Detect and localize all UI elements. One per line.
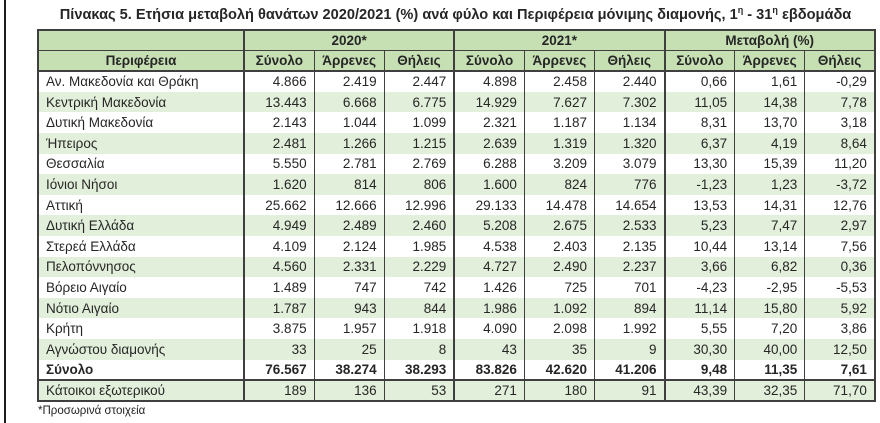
value-cell: 25 <box>314 339 384 360</box>
value-cell: 29.133 <box>454 195 524 216</box>
value-cell: 13,30 <box>665 154 735 175</box>
title-text: εβδομάδα <box>777 7 852 23</box>
value-cell: 2,97 <box>805 215 875 236</box>
value-cell: 0,36 <box>805 257 875 278</box>
value-cell: 12,50 <box>805 339 875 360</box>
value-cell: 13.443 <box>244 92 314 113</box>
region-name: Κεντρική Μακεδονία <box>38 92 244 113</box>
value-cell: 844 <box>384 298 454 319</box>
value-cell: 2.419 <box>314 71 384 92</box>
value-cell: 2.481 <box>244 133 314 154</box>
value-cell: 725 <box>524 277 594 298</box>
column-header-region: Περιφέρεια <box>38 51 244 72</box>
value-cell: 1.266 <box>314 133 384 154</box>
value-cell: 14,31 <box>735 195 805 216</box>
value-cell: 6,37 <box>665 133 735 154</box>
region-name: Αν. Μακεδονία και Θράκη <box>38 71 244 92</box>
region-row <box>38 215 875 236</box>
value-cell: 8 <box>384 339 454 360</box>
value-cell: 14,38 <box>735 92 805 113</box>
value-cell: 5,55 <box>665 318 735 339</box>
value-cell: 14.478 <box>524 195 594 216</box>
value-cell: 33 <box>244 339 314 360</box>
region-name: Ήπειρος <box>38 133 244 154</box>
title-text: - 31 <box>743 7 773 23</box>
value-cell: 2.403 <box>524 236 594 257</box>
value-cell: 30,30 <box>665 339 735 360</box>
value-cell: 894 <box>594 298 664 319</box>
value-cell: 2.489 <box>314 215 384 236</box>
value-cell: 1.187 <box>524 112 594 133</box>
value-cell: 2.237 <box>594 257 664 278</box>
value-cell: 41.206 <box>594 360 664 381</box>
total-row <box>38 360 875 381</box>
column-header: Σύνολο <box>454 51 524 72</box>
value-cell: 15,39 <box>735 154 805 175</box>
value-cell: 180 <box>524 380 594 401</box>
value-cell: 2.321 <box>454 112 524 133</box>
external-residents-row <box>38 380 875 401</box>
region-row <box>38 71 875 92</box>
value-cell: 4.727 <box>454 257 524 278</box>
region-row <box>38 298 875 319</box>
region-name: Πελοπόννησος <box>38 257 244 278</box>
region-row <box>38 236 875 257</box>
column-header: Άρρενες <box>524 51 594 72</box>
value-cell: 9 <box>594 339 664 360</box>
value-cell: 11,35 <box>735 360 805 381</box>
region-name: Κάτοικοι εξωτερικού <box>38 380 244 401</box>
region-name: Σύνολο <box>38 360 244 381</box>
value-cell: 2.143 <box>244 112 314 133</box>
group-header-row <box>38 30 875 51</box>
group-header-2020: 2020* <box>244 30 454 51</box>
value-cell: 32,35 <box>735 380 805 401</box>
value-cell: 1.215 <box>384 133 454 154</box>
value-cell: 5.208 <box>454 215 524 236</box>
value-cell: 1.992 <box>594 318 664 339</box>
region-row <box>38 195 875 216</box>
value-cell: 8,31 <box>665 112 735 133</box>
column-header: Σύνολο <box>665 51 735 72</box>
value-cell: 4.866 <box>244 71 314 92</box>
value-cell: 742 <box>384 277 454 298</box>
column-header: Θήλεις <box>384 51 454 72</box>
value-cell: -0,29 <box>805 71 875 92</box>
value-cell: 814 <box>314 174 384 195</box>
value-cell: 6,82 <box>735 257 805 278</box>
value-cell: 4,19 <box>735 133 805 154</box>
blank-corner-cell <box>38 30 244 51</box>
value-cell: 1.918 <box>384 318 454 339</box>
value-cell: 1,61 <box>735 71 805 92</box>
group-header-2021: 2021* <box>454 30 664 51</box>
value-cell: 4.109 <box>244 236 314 257</box>
value-cell: 2.533 <box>594 215 664 236</box>
value-cell: 11,14 <box>665 298 735 319</box>
group-header-change: Μεταβολή (%) <box>665 30 875 51</box>
value-cell: 11,05 <box>665 92 735 113</box>
region-name: Θεσσαλία <box>38 154 244 175</box>
value-cell: 35 <box>524 339 594 360</box>
value-cell: -1,23 <box>665 174 735 195</box>
value-cell: -5,53 <box>805 277 875 298</box>
region-row <box>38 339 875 360</box>
value-cell: 2.460 <box>384 215 454 236</box>
value-cell: -4,23 <box>665 277 735 298</box>
value-cell: 9,48 <box>665 360 735 381</box>
value-cell: 71,70 <box>805 380 875 401</box>
value-cell: 2.135 <box>594 236 664 257</box>
value-cell: 7.302 <box>594 92 664 113</box>
value-cell: 7,56 <box>805 236 875 257</box>
region-row <box>38 277 875 298</box>
region-row <box>38 133 875 154</box>
value-cell: 1.320 <box>594 133 664 154</box>
value-cell: 38.274 <box>314 360 384 381</box>
value-cell: 7,78 <box>805 92 875 113</box>
value-cell: 2.769 <box>384 154 454 175</box>
page-content <box>37 4 874 417</box>
page-edge-line <box>4 0 6 423</box>
region-name: Στερεά Ελλάδα <box>38 236 244 257</box>
value-cell: 1.787 <box>244 298 314 319</box>
value-cell: 1.319 <box>524 133 594 154</box>
value-cell: 3.079 <box>594 154 664 175</box>
value-cell: 747 <box>314 277 384 298</box>
value-cell: 776 <box>594 174 664 195</box>
value-cell: 42.620 <box>524 360 594 381</box>
value-cell: 2.781 <box>314 154 384 175</box>
region-row <box>38 154 875 175</box>
column-header-row <box>38 51 875 72</box>
value-cell: 12.666 <box>314 195 384 216</box>
value-cell: 5,23 <box>665 215 735 236</box>
value-cell: 136 <box>314 380 384 401</box>
value-cell: 15,80 <box>735 298 805 319</box>
mortality-by-region-table <box>37 29 876 402</box>
value-cell: 3.875 <box>244 318 314 339</box>
value-cell: 1.426 <box>454 277 524 298</box>
value-cell: 806 <box>384 174 454 195</box>
value-cell: 824 <box>524 174 594 195</box>
value-cell: 10,44 <box>665 236 735 257</box>
value-cell: 43,39 <box>665 380 735 401</box>
value-cell: 6.668 <box>314 92 384 113</box>
value-cell: 76.567 <box>244 360 314 381</box>
title-superscript: η <box>772 5 778 16</box>
region-row <box>38 257 875 278</box>
value-cell: 1.489 <box>244 277 314 298</box>
table-title <box>37 4 874 29</box>
value-cell: 1.985 <box>384 236 454 257</box>
value-cell: 13,53 <box>665 195 735 216</box>
value-cell: 2.458 <box>524 71 594 92</box>
value-cell: 14.929 <box>454 92 524 113</box>
value-cell: 1.092 <box>524 298 594 319</box>
value-cell: 4.949 <box>244 215 314 236</box>
value-cell: 2.098 <box>524 318 594 339</box>
value-cell: 4.560 <box>244 257 314 278</box>
value-cell: 4.538 <box>454 236 524 257</box>
value-cell: 6.775 <box>384 92 454 113</box>
value-cell: 5,92 <box>805 298 875 319</box>
value-cell: 7,47 <box>735 215 805 236</box>
value-cell: 2.490 <box>524 257 594 278</box>
value-cell: 2.124 <box>314 236 384 257</box>
region-name: Αττική <box>38 195 244 216</box>
footnote: *Προσωρινά στοιχεία <box>38 404 146 417</box>
value-cell: 2.639 <box>454 133 524 154</box>
value-cell: 1.620 <box>244 174 314 195</box>
value-cell: 5.550 <box>244 154 314 175</box>
value-cell: 11,20 <box>805 154 875 175</box>
value-cell: 1,23 <box>735 174 805 195</box>
value-cell: 2.440 <box>594 71 664 92</box>
value-cell: 2.331 <box>314 257 384 278</box>
value-cell: 1.044 <box>314 112 384 133</box>
value-cell: 2.229 <box>384 257 454 278</box>
value-cell: 83.826 <box>454 360 524 381</box>
value-cell: 13,14 <box>735 236 805 257</box>
value-cell: 25.662 <box>244 195 314 216</box>
value-cell: 1.600 <box>454 174 524 195</box>
region-name: Αγνώστου διαμονής <box>38 339 244 360</box>
value-cell: 14.654 <box>594 195 664 216</box>
value-cell: 91 <box>594 380 664 401</box>
value-cell: 40,00 <box>735 339 805 360</box>
value-cell: -3,72 <box>805 174 875 195</box>
region-name: Δυτική Ελλάδα <box>38 215 244 236</box>
value-cell: 12,76 <box>805 195 875 216</box>
region-row <box>38 92 875 113</box>
value-cell: 943 <box>314 298 384 319</box>
value-cell: 189 <box>244 380 314 401</box>
region-name: Νότιο Αιγαίο <box>38 298 244 319</box>
region-row <box>38 318 875 339</box>
value-cell: 3,66 <box>665 257 735 278</box>
region-row <box>38 174 875 195</box>
value-cell: 3.209 <box>524 154 594 175</box>
title-text: Πίνακας 5. Ετήσια μεταβολή θανάτων 2020/2021 (%) ανά φύλο και Περιφέρεια μόνιμης διαμονής, 1 <box>59 7 738 23</box>
value-cell: 12.996 <box>384 195 454 216</box>
value-cell: 6.288 <box>454 154 524 175</box>
column-header: Άρρενες <box>735 51 805 72</box>
value-cell: 4.090 <box>454 318 524 339</box>
value-cell: 43 <box>454 339 524 360</box>
value-cell: 38.293 <box>384 360 454 381</box>
value-cell: 3,18 <box>805 112 875 133</box>
value-cell: 13,70 <box>735 112 805 133</box>
value-cell: 0,66 <box>665 71 735 92</box>
value-cell: 701 <box>594 277 664 298</box>
value-cell: 1.099 <box>384 112 454 133</box>
region-name: Δυτική Μακεδονία <box>38 112 244 133</box>
value-cell: 1.986 <box>454 298 524 319</box>
column-header: Θήλεις <box>805 51 875 72</box>
value-cell: 3,86 <box>805 318 875 339</box>
region-name: Κρήτη <box>38 318 244 339</box>
value-cell: 1.134 <box>594 112 664 133</box>
title-superscript: η <box>737 5 744 16</box>
value-cell: 4.898 <box>454 71 524 92</box>
value-cell: 1.957 <box>314 318 384 339</box>
value-cell: 7,61 <box>805 360 875 381</box>
region-name: Βόρειο Αιγαίο <box>38 277 244 298</box>
value-cell: -2,95 <box>735 277 805 298</box>
column-header: Θήλεις <box>594 51 664 72</box>
value-cell: 2.447 <box>384 71 454 92</box>
region-row <box>38 112 875 133</box>
region-name: Ιόνιοι Νήσοι <box>38 174 244 195</box>
value-cell: 271 <box>454 380 524 401</box>
value-cell: 7.627 <box>524 92 594 113</box>
value-cell: 53 <box>384 380 454 401</box>
column-header: Σύνολο <box>244 51 314 72</box>
column-header: Άρρενες <box>314 51 384 72</box>
value-cell: 7,20 <box>735 318 805 339</box>
value-cell: 2.675 <box>524 215 594 236</box>
value-cell: 8,64 <box>805 133 875 154</box>
